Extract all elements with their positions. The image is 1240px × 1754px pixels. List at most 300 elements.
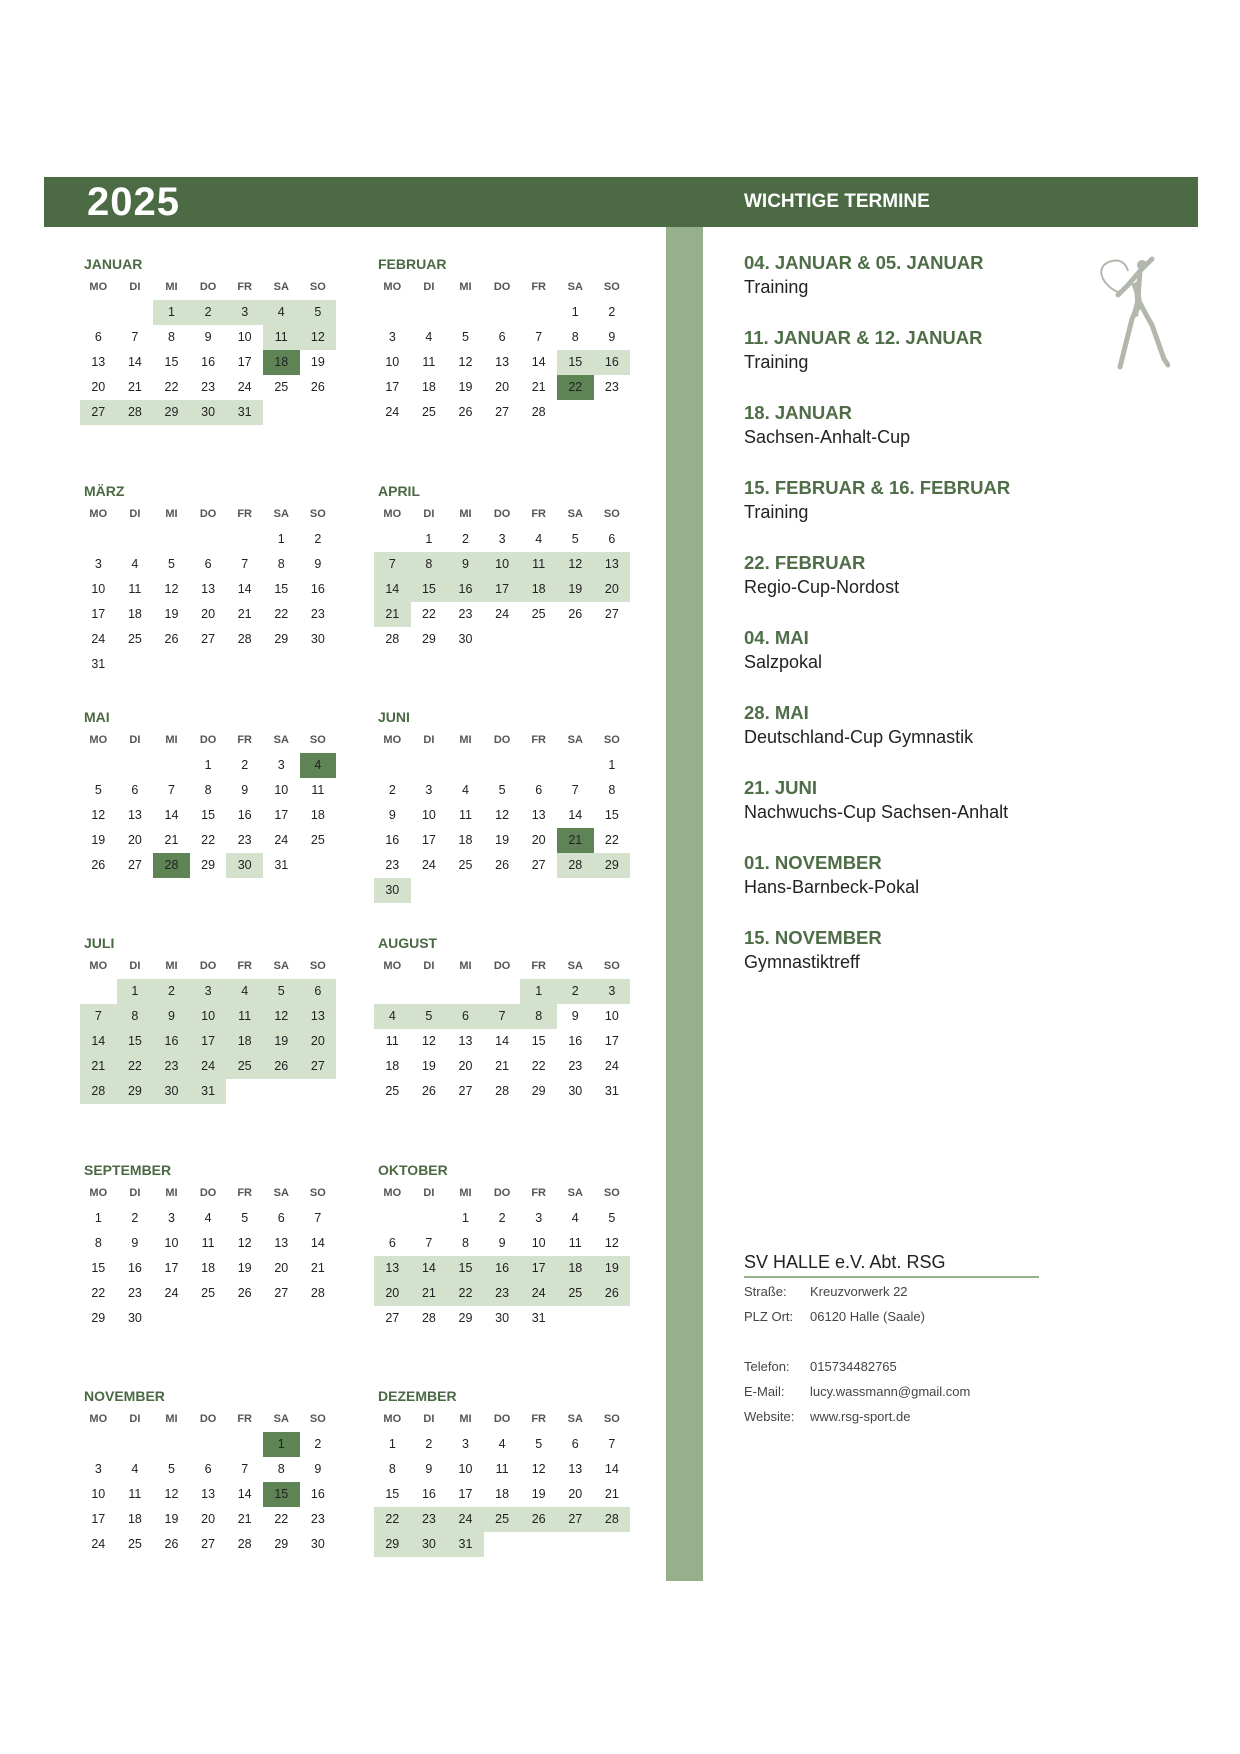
- day-cell: 13: [91, 355, 106, 369]
- day-cell: 21: [237, 1512, 252, 1526]
- day-cell: 22: [274, 607, 289, 621]
- day-cell: 16: [385, 833, 400, 847]
- day-cell: 17: [237, 355, 252, 369]
- day-cell: 17: [484, 577, 521, 602]
- day-cell: 22: [447, 1281, 484, 1306]
- day-cell: 7: [168, 783, 175, 797]
- weekday-header: FR: [237, 734, 252, 746]
- day-cell: 27: [201, 632, 216, 646]
- email-label: E-Mail:: [744, 1384, 785, 1399]
- weekday-header: SA: [273, 1187, 289, 1199]
- weekday-header: MO: [383, 1413, 402, 1425]
- day-cell: 16: [237, 808, 252, 822]
- weekday-header: SA: [567, 960, 583, 972]
- day-cell: 6: [300, 979, 337, 1004]
- day-cell: 9: [425, 1462, 433, 1476]
- day-cell: 18: [226, 1029, 263, 1054]
- day-cell: 1: [388, 1437, 396, 1451]
- day-cell: 6: [608, 532, 616, 546]
- event-name: Regio-Cup-Nordost: [744, 577, 900, 597]
- day-cell: 1: [520, 979, 557, 1004]
- day-cell: 18: [421, 380, 436, 394]
- day-cell: 27: [385, 1311, 400, 1325]
- weekday-header: SO: [309, 960, 326, 972]
- day-cell: 25: [484, 1507, 521, 1532]
- year-title: 2025: [87, 180, 180, 224]
- month-name: JANUAR: [84, 256, 143, 272]
- empty-cell: [153, 753, 190, 778]
- day-cell: 22: [421, 607, 436, 621]
- weekday-header: SA: [567, 1187, 583, 1199]
- day-cell: 18: [557, 1256, 594, 1281]
- day-cell: 29: [531, 1084, 546, 1098]
- day-cell: 24: [274, 833, 289, 847]
- month-grid: [374, 728, 638, 903]
- month-calendar: [80, 254, 344, 425]
- day-cell: 10: [484, 552, 521, 577]
- day-cell: 24: [91, 1537, 106, 1551]
- event-item: [744, 475, 1104, 550]
- weekday-header: DO: [199, 1413, 217, 1425]
- day-cell: 30: [568, 1084, 583, 1098]
- weekday-header: SO: [309, 1187, 326, 1199]
- day-cell: 29: [201, 858, 216, 872]
- day-cell: 10: [237, 330, 252, 344]
- day-cell: 27: [557, 1507, 594, 1532]
- weekday-header: MI: [459, 960, 472, 972]
- day-cell: 14: [237, 1487, 252, 1501]
- day-cell: 12: [300, 325, 337, 350]
- day-cell: 3: [94, 557, 102, 571]
- weekday-header: SA: [273, 734, 289, 746]
- day-cell: 23: [385, 858, 400, 872]
- event-item: [744, 850, 1104, 925]
- day-cell: 31: [91, 657, 106, 671]
- day-cell: 19: [557, 577, 594, 602]
- day-cell: 30: [127, 1311, 142, 1325]
- day-cell: 9: [241, 783, 249, 797]
- day-cell: 13: [127, 808, 142, 822]
- day-cell: 2: [241, 758, 249, 772]
- day-cell: 24: [237, 380, 252, 394]
- day-cell: 15: [531, 1034, 546, 1048]
- day-cell: 10: [164, 1236, 179, 1250]
- day-cell: 1: [153, 300, 190, 325]
- month-calendar: [374, 481, 638, 652]
- day-cell: 2: [388, 783, 396, 797]
- day-cell: 1: [94, 1211, 102, 1225]
- day-cell: 28: [421, 1311, 436, 1325]
- day-cell: 13: [300, 1004, 337, 1029]
- day-cell: 19: [164, 607, 179, 621]
- empty-cell: [520, 300, 557, 325]
- day-cell: 15: [411, 577, 448, 602]
- weekday-header: SO: [603, 960, 620, 972]
- day-cell: 25: [531, 607, 546, 621]
- day-cell: 26: [91, 858, 106, 872]
- day-cell: 17: [190, 1029, 227, 1054]
- weekday-header: DI: [423, 1413, 435, 1425]
- day-cell: 11: [385, 1034, 399, 1048]
- day-cell: 5: [571, 532, 579, 546]
- day-cell: 10: [274, 783, 289, 797]
- weekday-header: DI: [423, 734, 435, 746]
- day-cell: 9: [498, 1236, 506, 1250]
- empty-cell: [226, 527, 263, 552]
- day-cell: 11: [201, 1236, 215, 1250]
- empty-cell: [447, 753, 484, 778]
- day-cell: 5: [535, 1437, 543, 1451]
- month-grid: [80, 502, 344, 677]
- day-cell: 1: [204, 758, 212, 772]
- event-item: [744, 400, 1104, 475]
- day-cell: 1: [462, 1211, 469, 1225]
- empty-cell: [411, 300, 448, 325]
- weekday-header: SA: [273, 508, 289, 520]
- day-cell: 17: [421, 833, 436, 847]
- contact-email[interactable]: [744, 1382, 970, 1402]
- contact-website[interactable]: [744, 1407, 910, 1427]
- day-cell: 30: [153, 1079, 190, 1104]
- day-cell: 23: [153, 1054, 190, 1079]
- month-calendar: [80, 481, 344, 677]
- street-value: Kreuzvorwerk 22: [810, 1284, 908, 1299]
- day-cell: 29: [117, 1079, 154, 1104]
- day-cell: 28: [80, 1079, 117, 1104]
- day-cell: 4: [131, 1462, 139, 1476]
- empty-cell: [80, 979, 117, 1004]
- day-cell: 12: [604, 1236, 619, 1250]
- day-cell: 21: [164, 833, 179, 847]
- day-cell: 20: [374, 1281, 411, 1306]
- weekday-header: SO: [603, 281, 620, 293]
- month-name: FEBRUAR: [378, 256, 447, 272]
- day-cell: 3: [498, 532, 506, 546]
- event-date: 28. MAI: [744, 702, 809, 723]
- gymnast-ribbon-icon: [1090, 255, 1170, 380]
- day-cell: 29: [274, 632, 289, 646]
- day-cell: 4: [131, 557, 139, 571]
- day-cell: 13: [531, 808, 546, 822]
- day-cell: 11: [263, 325, 300, 350]
- day-cell: 11: [458, 808, 472, 822]
- day-cell: 6: [277, 1211, 285, 1225]
- day-cell: 22: [117, 1054, 154, 1079]
- empty-cell: [411, 1206, 448, 1231]
- empty-cell: [80, 753, 117, 778]
- event-date: 04. MAI: [744, 627, 809, 648]
- day-cell: 16: [310, 1487, 325, 1501]
- day-cell: 14: [568, 808, 583, 822]
- weekday-header: DI: [423, 508, 435, 520]
- day-cell: 13: [201, 582, 216, 596]
- day-cell: 23: [458, 607, 473, 621]
- day-cell: 8: [462, 1236, 469, 1250]
- day-cell: 21: [531, 380, 546, 394]
- day-cell: 14: [127, 355, 142, 369]
- month-grid: [80, 1407, 344, 1557]
- day-cell: 26: [520, 1507, 557, 1532]
- day-cell: 6: [131, 783, 139, 797]
- day-cell: 3: [462, 1437, 469, 1451]
- weekday-header: MO: [383, 281, 402, 293]
- day-cell: 10: [421, 808, 436, 822]
- day-cell: 27: [458, 1084, 473, 1098]
- day-cell: 8: [388, 1462, 396, 1476]
- day-cell: 13: [594, 552, 631, 577]
- day-cell: 23: [201, 380, 216, 394]
- weekday-header: MO: [89, 734, 108, 746]
- day-cell: 3: [94, 1462, 102, 1476]
- weekday-header: FR: [531, 1413, 546, 1425]
- day-cell: 4: [374, 1004, 411, 1029]
- day-cell: 25: [274, 380, 289, 394]
- day-cell: 8: [520, 1004, 557, 1029]
- day-cell: 15: [117, 1029, 154, 1054]
- day-cell: 16: [127, 1261, 142, 1275]
- day-cell: 13: [201, 1487, 216, 1501]
- day-cell: 1: [263, 1432, 300, 1457]
- day-cell: 3: [168, 1211, 175, 1225]
- weekday-header: DI: [129, 1413, 141, 1425]
- day-cell: 10: [91, 582, 106, 596]
- day-cell: 22: [531, 1059, 546, 1073]
- day-cell: 12: [263, 1004, 300, 1029]
- day-cell: 5: [263, 979, 300, 1004]
- email-link[interactable]: lucy.wassmann@gmail.com: [810, 1384, 971, 1399]
- day-cell: 11: [226, 1004, 263, 1029]
- day-cell: 18: [201, 1261, 216, 1275]
- day-cell: 3: [190, 979, 227, 1004]
- event-name: Gymnastiktreff: [744, 952, 860, 972]
- weekday-header: SA: [567, 281, 583, 293]
- day-cell: 26: [164, 1537, 179, 1551]
- day-cell: 8: [168, 330, 175, 344]
- day-cell: 29: [274, 1537, 289, 1551]
- day-cell: 20: [300, 1029, 337, 1054]
- day-cell: 25: [226, 1054, 263, 1079]
- empty-cell: [190, 1432, 227, 1457]
- day-cell: 16: [421, 1487, 436, 1501]
- empty-cell: [484, 300, 521, 325]
- day-cell: 9: [314, 557, 322, 571]
- empty-cell: [117, 300, 154, 325]
- day-cell: 19: [495, 833, 510, 847]
- day-cell: 23: [310, 1512, 325, 1526]
- day-cell: 26: [594, 1281, 631, 1306]
- month-grid: [374, 954, 638, 1104]
- event-name: Training: [744, 352, 809, 372]
- day-cell: 18: [385, 1059, 400, 1073]
- month-name: OKTOBER: [378, 1162, 448, 1178]
- day-cell: 7: [425, 1236, 433, 1250]
- weekday-header: MO: [383, 734, 402, 746]
- day-cell: 24: [495, 607, 510, 621]
- day-cell: 8: [608, 783, 616, 797]
- day-cell: 26: [263, 1054, 300, 1079]
- month-name: AUGUST: [378, 935, 438, 951]
- day-cell: 24: [385, 405, 400, 419]
- day-cell: 20: [201, 607, 216, 621]
- weekday-header: DI: [423, 1187, 435, 1199]
- weekday-header: FR: [531, 281, 546, 293]
- day-cell: 27: [127, 858, 142, 872]
- day-cell: 24: [421, 858, 436, 872]
- weekday-header: FR: [237, 960, 252, 972]
- day-cell: 16: [484, 1256, 521, 1281]
- day-cell: 5: [498, 783, 506, 797]
- contact-phone: [744, 1357, 897, 1377]
- day-cell: 5: [462, 330, 469, 344]
- month-grid: [374, 1407, 638, 1557]
- day-cell: 2: [153, 979, 190, 1004]
- weekday-header: SA: [273, 1413, 289, 1425]
- day-cell: 10: [91, 1487, 106, 1501]
- day-cell: 27: [300, 1054, 337, 1079]
- day-cell: 9: [571, 1009, 579, 1023]
- day-cell: 3: [535, 1211, 543, 1225]
- day-cell: 1: [117, 979, 154, 1004]
- day-cell: 20: [201, 1512, 216, 1526]
- day-cell: 7: [314, 1211, 322, 1225]
- column-divider: [666, 227, 703, 1581]
- day-cell: 27: [274, 1286, 289, 1300]
- month-name: APRIL: [378, 483, 420, 499]
- day-cell: 7: [131, 330, 139, 344]
- event-date: 04. JANUAR & 05. JANUAR: [744, 252, 984, 273]
- day-cell: 2: [498, 1211, 506, 1225]
- day-cell: 26: [495, 858, 510, 872]
- day-cell: 7: [608, 1437, 616, 1451]
- weekday-header: FR: [237, 281, 252, 293]
- month-calendar: [374, 1386, 638, 1557]
- weekday-header: SA: [273, 960, 289, 972]
- day-cell: 21: [495, 1059, 510, 1073]
- day-cell: 4: [462, 783, 469, 797]
- day-cell: 22: [604, 833, 619, 847]
- empty-cell: [117, 753, 154, 778]
- day-cell: 7: [374, 552, 411, 577]
- day-cell: 31: [447, 1532, 484, 1557]
- day-cell: 19: [594, 1256, 631, 1281]
- day-cell: 28: [385, 632, 400, 646]
- weekday-header: MI: [459, 508, 472, 520]
- empty-cell: [411, 753, 448, 778]
- day-cell: 4: [204, 1211, 212, 1225]
- month-calendar: [374, 933, 638, 1104]
- day-cell: 17: [520, 1256, 557, 1281]
- phone-value: 015734482765: [810, 1359, 897, 1374]
- day-cell: 23: [310, 607, 325, 621]
- day-cell: 23: [411, 1507, 448, 1532]
- day-cell: 12: [495, 808, 510, 822]
- day-cell: 19: [237, 1261, 252, 1275]
- day-cell: 31: [604, 1084, 619, 1098]
- day-cell: 4: [300, 753, 337, 778]
- weekday-header: MO: [89, 1413, 108, 1425]
- day-cell: 27: [531, 858, 546, 872]
- event-date: 15. FEBRUAR & 16. FEBRUAR: [744, 477, 1011, 498]
- day-cell: 21: [557, 828, 594, 853]
- day-cell: 10: [385, 355, 400, 369]
- day-cell: 13: [495, 355, 510, 369]
- month-name: JULI: [84, 935, 115, 951]
- day-cell: 6: [388, 1236, 396, 1250]
- weekday-header: MO: [89, 508, 108, 520]
- day-cell: 31: [531, 1311, 546, 1325]
- empty-cell: [520, 753, 557, 778]
- day-cell: 17: [91, 1512, 106, 1526]
- event-name: Deutschland-Cup Gymnastik: [744, 727, 974, 747]
- weekday-header: MO: [89, 281, 108, 293]
- day-cell: 24: [190, 1054, 227, 1079]
- day-cell: 14: [237, 582, 252, 596]
- day-cell: 20: [594, 577, 631, 602]
- website-link[interactable]: www.rsg-sport.de: [810, 1409, 911, 1424]
- weekday-header: FR: [237, 1187, 252, 1199]
- empty-cell: [484, 979, 521, 1004]
- day-cell: 2: [425, 1437, 433, 1451]
- day-cell: 17: [91, 607, 106, 621]
- day-cell: 14: [531, 355, 546, 369]
- day-cell: 30: [411, 1532, 448, 1557]
- weekday-header: SO: [603, 1187, 620, 1199]
- empty-cell: [374, 753, 411, 778]
- day-cell: 19: [458, 380, 473, 394]
- day-cell: 28: [237, 632, 252, 646]
- day-cell: 26: [421, 1084, 436, 1098]
- day-cell: 9: [204, 330, 212, 344]
- day-cell: 2: [557, 979, 594, 1004]
- day-cell: 6: [204, 1462, 212, 1476]
- day-cell: 14: [80, 1029, 117, 1054]
- empty-cell: [80, 527, 117, 552]
- month-grid: [80, 728, 344, 878]
- weekday-header: DO: [199, 281, 217, 293]
- phone-label: Telefon:: [744, 1359, 790, 1374]
- address-city: [744, 1307, 925, 1327]
- day-cell: 11: [520, 552, 557, 577]
- day-cell: 16: [153, 1029, 190, 1054]
- day-cell: 18: [263, 350, 300, 375]
- day-cell: 5: [608, 1211, 616, 1225]
- day-cell: 24: [520, 1281, 557, 1306]
- weekday-header: DI: [423, 281, 435, 293]
- events-list: [744, 250, 1104, 1000]
- day-cell: 12: [164, 1487, 179, 1501]
- day-cell: 1: [571, 305, 579, 319]
- month-name: DEZEMBER: [378, 1388, 457, 1404]
- weekday-header: MO: [89, 1187, 108, 1199]
- empty-cell: [190, 527, 227, 552]
- day-cell: 27: [495, 405, 510, 419]
- day-cell: 30: [310, 632, 325, 646]
- month-calendar: [374, 254, 638, 425]
- day-cell: 12: [531, 1462, 546, 1476]
- weekday-header: SO: [309, 508, 326, 520]
- day-cell: 18: [127, 1512, 142, 1526]
- day-cell: 2: [314, 1437, 322, 1451]
- weekday-header: MI: [165, 1413, 178, 1425]
- day-cell: 25: [385, 1084, 400, 1098]
- month-grid: [80, 954, 344, 1104]
- day-cell: 2: [314, 532, 322, 546]
- day-cell: 23: [484, 1281, 521, 1306]
- day-cell: 22: [164, 380, 179, 394]
- weekday-header: MO: [383, 960, 402, 972]
- day-cell: 6: [447, 1004, 484, 1029]
- empty-cell: [226, 1432, 263, 1457]
